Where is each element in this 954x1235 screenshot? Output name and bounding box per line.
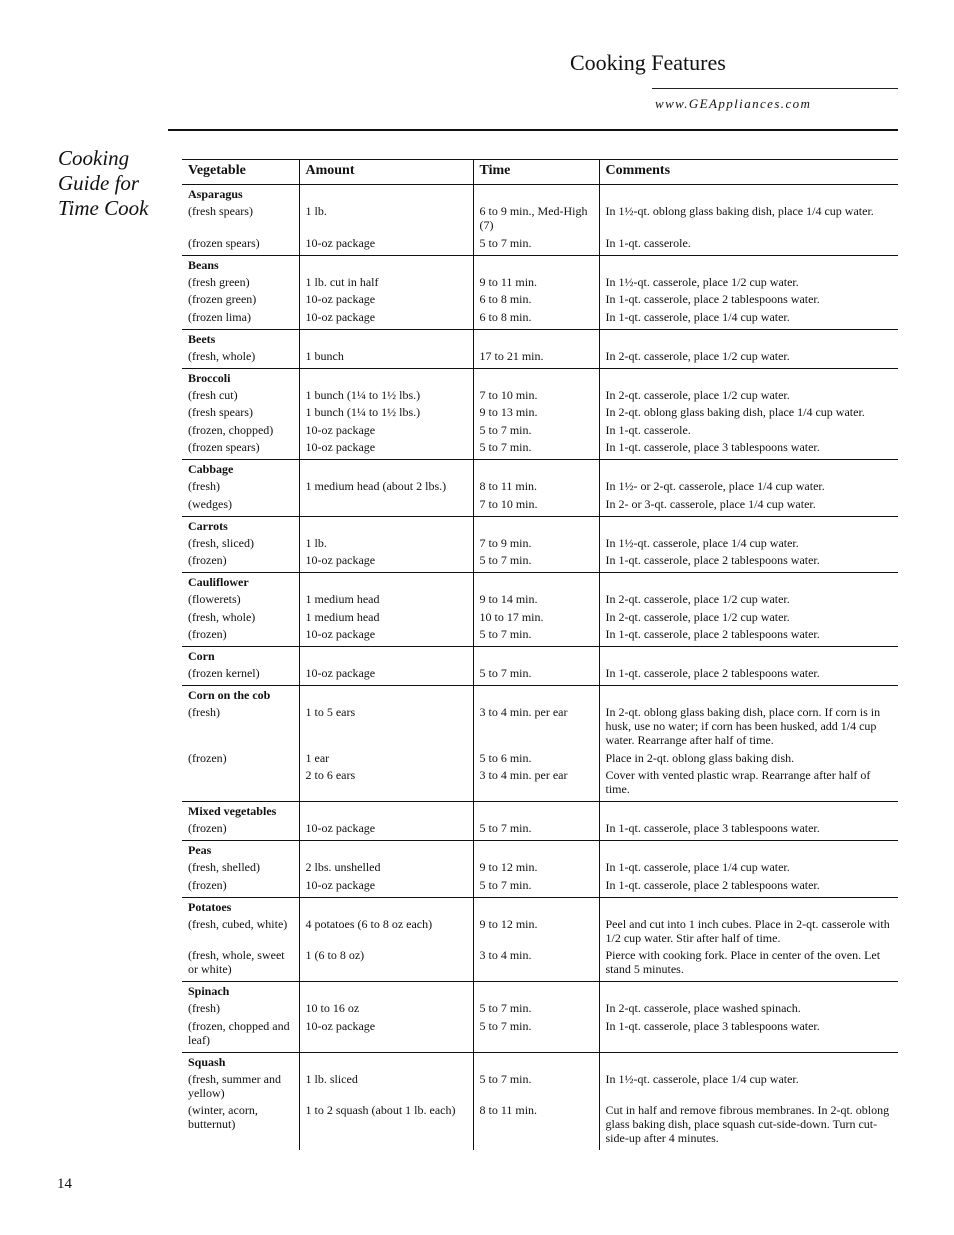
table-row <box>182 534 898 550</box>
vegetable-cell: (fresh, whole) <box>188 348 256 363</box>
time-cell: 5 to 7 min. <box>473 1070 599 1100</box>
vegetable-group-heading <box>182 516 898 534</box>
vegetable-cell: (frozen) <box>188 821 227 835</box>
amount-cell: 10-oz package <box>299 550 473 573</box>
vegetable-cell: (fresh cut) <box>188 387 238 402</box>
empty-cell <box>473 329 599 347</box>
amount-cell: 1 ear <box>299 747 473 765</box>
section-title: Cooking Features <box>570 50 726 75</box>
time-cell: 8 to 11 min. <box>473 477 599 493</box>
vegetable-cell: (frozen) <box>188 877 227 892</box>
amount-cell: 10-oz package <box>299 664 473 686</box>
table-row <box>182 915 898 945</box>
vegetable-group-name: Potatoes <box>182 897 299 915</box>
table-row <box>182 1070 898 1100</box>
empty-cell <box>599 841 898 859</box>
empty-cell <box>299 329 473 347</box>
amount-cell: 10 to 16 oz <box>299 999 473 1015</box>
time-cell: 5 to 7 min. <box>473 419 599 437</box>
table-row <box>182 550 898 573</box>
comments-cell: Place in 2-qt. oblong glass baking dish. <box>599 747 898 765</box>
vegetable-group-heading <box>182 255 898 273</box>
vegetable-group-name: Corn <box>182 647 299 665</box>
vegetable-group-heading <box>182 185 898 203</box>
vegetable-cell: (winter, acorn, butternut) <box>188 1103 258 1131</box>
cooking-guide-table <box>182 159 898 1150</box>
comments-cell: In 2-qt. oblong glass baking dish, place 1/4 cup water. <box>599 402 898 420</box>
empty-cell <box>473 647 599 665</box>
amount-cell: 10-oz package <box>299 232 473 255</box>
amount-cell: 1 (6 to 8 oz) <box>299 945 473 982</box>
vegetable-cell: (frozen, chopped and leaf) <box>188 1018 290 1047</box>
time-cell: 5 to 6 min. <box>473 747 599 765</box>
time-cell: 9 to 14 min. <box>473 590 599 606</box>
amount-cell: 1 lb. <box>299 202 473 232</box>
vegetable-group-heading <box>182 647 898 665</box>
time-cell: 9 to 11 min. <box>473 273 599 289</box>
empty-cell <box>299 460 473 478</box>
column-header-amount: Amount <box>299 160 473 185</box>
comments-cell: In 1-qt. casserole, place 3 tablespoons water. <box>599 1015 898 1052</box>
table-row <box>182 606 898 624</box>
amount-cell: 10-oz package <box>299 419 473 437</box>
comments-cell: In 1½-qt. casserole, place 1/4 cup water. <box>599 1070 898 1100</box>
empty-cell <box>299 255 473 273</box>
table-row <box>182 306 898 329</box>
vegetable-cell: (fresh) <box>188 705 220 719</box>
time-cell: 5 to 7 min. <box>473 550 599 573</box>
amount-cell: 1 medium head (about 2 lbs.) <box>299 477 473 493</box>
header-divider-short <box>652 88 898 89</box>
amount-cell: 10-oz package <box>299 306 473 329</box>
table-row <box>182 386 898 402</box>
vegetable-group-name: Cabbage <box>182 460 299 478</box>
vegetable-cell: (fresh) <box>188 1001 220 1015</box>
empty-cell <box>599 982 898 1000</box>
table-row <box>182 858 898 874</box>
empty-cell <box>599 368 898 386</box>
vegetable-cell: (frozen) <box>188 750 227 765</box>
empty-cell <box>473 255 599 273</box>
time-cell: 5 to 7 min. <box>473 624 599 647</box>
amount-cell: 1 to 2 squash (about 1 lb. each) <box>299 1100 473 1151</box>
vegetable-group-name: Squash <box>182 1052 299 1070</box>
vegetable-group-heading <box>182 1052 898 1070</box>
table-header-row <box>182 160 898 185</box>
comments-cell: In 2-qt. casserole, place washed spinach. <box>599 999 898 1015</box>
vegetable-cell: (frozen) <box>188 627 227 641</box>
empty-cell <box>299 185 473 203</box>
empty-cell <box>299 841 473 859</box>
vegetable-group-heading <box>182 368 898 386</box>
time-cell: 5 to 7 min. <box>473 437 599 460</box>
table-row <box>182 624 898 647</box>
column-header-vegetable: Vegetable <box>182 160 299 185</box>
vegetable-cell: (fresh green) <box>188 274 250 289</box>
vegetable-cell: (frozen) <box>188 553 227 567</box>
comments-cell: In 1-qt. casserole, place 2 tablespoons water. <box>599 289 898 307</box>
empty-cell <box>599 516 898 534</box>
vegetable-cell: (fresh) <box>188 479 220 493</box>
table-row <box>182 999 898 1015</box>
comments-cell: In 1-qt. casserole, place 3 tablespoons water. <box>599 819 898 841</box>
empty-cell <box>599 1052 898 1070</box>
amount-cell: 10-oz package <box>299 437 473 460</box>
empty-cell <box>299 897 473 915</box>
comments-cell: In 2-qt. casserole, place 1/2 cup water. <box>599 386 898 402</box>
empty-cell <box>299 1052 473 1070</box>
comments-cell: In 1-qt. casserole, place 2 tablespoons water. <box>599 874 898 897</box>
comments-cell: In 1½-qt. casserole, place 1/4 cup water. <box>599 534 898 550</box>
comments-cell: In 1-qt. casserole, place 1/4 cup water. <box>599 858 898 874</box>
table-body <box>182 185 898 1151</box>
comments-cell: In 2- or 3-qt. casserole, place 1/4 cup water. <box>599 493 898 516</box>
empty-cell <box>599 573 898 591</box>
vegetable-group-heading <box>182 802 898 820</box>
comments-cell: In 1-qt. casserole, place 3 tablespoons water. <box>599 437 898 460</box>
comments-cell: Peel and cut into 1 inch cubes. Place in 2-qt. casserole with 1/2 cup water. Stir after half of time. <box>599 915 898 945</box>
vegetable-cell: (fresh, sliced) <box>188 535 254 550</box>
empty-cell <box>473 460 599 478</box>
vegetable-group-heading <box>182 897 898 915</box>
table-row <box>182 765 898 802</box>
time-cell: 5 to 7 min. <box>473 664 599 686</box>
vegetable-cell: (fresh spears) <box>188 405 253 419</box>
amount-cell: 1 lb. cut in half <box>299 273 473 289</box>
table-row <box>182 664 898 686</box>
time-cell: 6 to 9 min., Med-High (7) <box>473 202 599 232</box>
amount-cell: 10-oz package <box>299 819 473 841</box>
vegetable-group-heading <box>182 460 898 478</box>
empty-cell <box>599 329 898 347</box>
table-row <box>182 1015 898 1052</box>
amount-cell: 1 bunch (1¼ to 1½ lbs.) <box>299 402 473 420</box>
table-row <box>182 202 898 232</box>
comments-cell: In 1-qt. casserole. <box>599 419 898 437</box>
empty-cell <box>299 686 473 704</box>
website-url[interactable]: www.GEAppliances.com <box>655 96 812 111</box>
table-row <box>182 703 898 747</box>
table-row <box>182 477 898 493</box>
amount-cell: 1 medium head <box>299 606 473 624</box>
vegetable-group-heading <box>182 982 898 1000</box>
table-row <box>182 747 898 765</box>
time-cell: 7 to 10 min. <box>473 493 599 516</box>
table-row <box>182 402 898 420</box>
table-row <box>182 945 898 982</box>
table-row <box>182 1100 898 1151</box>
comments-cell: In 1-qt. casserole, place 2 tablespoons water. <box>599 624 898 647</box>
empty-cell <box>473 897 599 915</box>
comments-cell: In 1-qt. casserole, place 2 tablespoons water. <box>599 664 898 686</box>
empty-cell <box>299 573 473 591</box>
empty-cell <box>599 647 898 665</box>
vegetable-group-name: Asparagus <box>182 185 299 203</box>
empty-cell <box>473 185 599 203</box>
empty-cell <box>473 368 599 386</box>
empty-cell <box>473 686 599 704</box>
time-cell: 3 to 4 min. per ear <box>473 765 599 802</box>
vegetable-cell: (fresh spears) <box>188 204 253 218</box>
vegetable-cell: (fresh, whole, sweet or white) <box>188 948 285 976</box>
comments-cell: In 1½-qt. casserole, place 1/2 cup water. <box>599 273 898 289</box>
time-cell: 8 to 11 min. <box>473 1100 599 1151</box>
time-cell: 9 to 12 min. <box>473 858 599 874</box>
empty-cell <box>599 255 898 273</box>
empty-cell <box>299 802 473 820</box>
amount-cell: 10-oz package <box>299 874 473 897</box>
table-row <box>182 347 898 369</box>
vegetable-group-name: Spinach <box>182 982 299 1000</box>
table-row <box>182 419 898 437</box>
empty-cell <box>299 516 473 534</box>
comments-cell: In 1½-qt. oblong glass baking dish, place 1/4 cup water. <box>599 202 898 232</box>
comments-cell: Cover with vented plastic wrap. Rearrange after half of time. <box>599 765 898 802</box>
empty-cell <box>473 573 599 591</box>
vegetable-group-name: Cauliflower <box>182 573 299 591</box>
time-cell: 3 to 4 min. per ear <box>473 703 599 747</box>
table-row <box>182 289 898 307</box>
time-cell: 5 to 7 min. <box>473 874 599 897</box>
header-divider-long <box>168 129 898 131</box>
vegetable-group-heading <box>182 573 898 591</box>
time-cell: 7 to 10 min. <box>473 386 599 402</box>
empty-cell <box>299 647 473 665</box>
time-cell: 9 to 13 min. <box>473 402 599 420</box>
empty-cell <box>599 802 898 820</box>
column-header-comments: Comments <box>599 160 898 185</box>
table-row <box>182 819 898 841</box>
empty-cell <box>473 516 599 534</box>
vegetable-cell: (fresh, cubed, white) <box>188 916 288 931</box>
vegetable-group-name: Carrots <box>182 516 299 534</box>
time-cell: 9 to 12 min. <box>473 915 599 945</box>
time-cell: 6 to 8 min. <box>473 306 599 329</box>
amount-cell: 4 potatoes (6 to 8 oz each) <box>299 915 473 945</box>
amount-cell: 1 medium head <box>299 590 473 606</box>
time-cell: 6 to 8 min. <box>473 289 599 307</box>
empty-cell <box>473 802 599 820</box>
time-cell: 5 to 7 min. <box>473 819 599 841</box>
comments-cell: In 1-qt. casserole, place 2 tablespoons water. <box>599 550 898 573</box>
table-row <box>182 874 898 897</box>
amount-cell: 10-oz package <box>299 624 473 647</box>
vegetable-group-name: Mixed vegetables <box>182 802 299 820</box>
amount-cell: 2 to 6 ears <box>299 765 473 802</box>
vegetable-group-name: Beans <box>182 255 299 273</box>
empty-cell <box>473 982 599 1000</box>
time-cell: 5 to 7 min. <box>473 232 599 255</box>
empty-cell <box>299 982 473 1000</box>
vegetable-cell: (fresh, summer and yellow) <box>188 1071 281 1100</box>
vegetable-cell: (fresh, shelled) <box>188 860 260 874</box>
vegetable-cell: (frozen lima) <box>188 309 251 324</box>
vegetable-group-heading <box>182 686 898 704</box>
empty-cell <box>599 185 898 203</box>
vegetable-cell: (frozen, chopped) <box>188 422 274 437</box>
vegetable-cell <box>182 765 299 802</box>
vegetable-group-heading <box>182 329 898 347</box>
comments-cell: In 2-qt. casserole, place 1/2 cup water. <box>599 347 898 369</box>
amount-cell <box>299 493 473 516</box>
comments-cell: Cut in half and remove fibrous membranes. In 2-qt. oblong glass baking dish, place squash cut-side-down. Turn cut-side-up after 4 minutes. <box>599 1100 898 1151</box>
vegetable-cell: (frozen kernel) <box>188 666 260 680</box>
vegetable-group-name: Corn on the cob <box>182 686 299 704</box>
empty-cell <box>473 841 599 859</box>
vegetable-cell: (frozen green) <box>188 292 257 306</box>
vegetable-cell: (wedges) <box>188 496 232 511</box>
empty-cell <box>599 686 898 704</box>
comments-cell: In 1-qt. casserole. <box>599 232 898 255</box>
amount-cell: 2 lbs. unshelled <box>299 858 473 874</box>
comments-cell: In 2-qt. oblong glass baking dish, place corn. If corn is in husk, use no water; if corn has been husked, add 1/4 cup water. Rearrange after half of time. <box>599 703 898 747</box>
empty-cell <box>299 368 473 386</box>
table-row <box>182 273 898 289</box>
time-cell: 17 to 21 min. <box>473 347 599 369</box>
page-number: 14 <box>57 1176 72 1192</box>
amount-cell: 1 bunch <box>299 347 473 369</box>
time-cell: 5 to 7 min. <box>473 1015 599 1052</box>
time-cell: 3 to 4 min. <box>473 945 599 982</box>
comments-cell: Pierce with cooking fork. Place in center of the oven. Let stand 5 minutes. <box>599 945 898 982</box>
vegetable-cell: (frozen spears) <box>188 440 260 454</box>
amount-cell: 1 lb. sliced <box>299 1070 473 1100</box>
vegetable-group-name: Beets <box>182 329 299 347</box>
time-cell: 10 to 17 min. <box>473 606 599 624</box>
vegetable-group-name: Peas <box>182 841 299 859</box>
vegetable-group-heading <box>182 841 898 859</box>
vegetable-cell: (fresh, whole) <box>188 609 256 624</box>
amount-cell: 10-oz package <box>299 1015 473 1052</box>
amount-cell: 1 to 5 ears <box>299 703 473 747</box>
vegetable-cell: (flowerets) <box>188 592 241 606</box>
empty-cell <box>473 1052 599 1070</box>
amount-cell: 1 bunch (1¼ to 1½ lbs.) <box>299 386 473 402</box>
vegetable-cell: (frozen spears) <box>188 235 260 250</box>
comments-cell: In 1-qt. casserole, place 1/4 cup water. <box>599 306 898 329</box>
vegetable-group-name: Broccoli <box>182 368 299 386</box>
table-row <box>182 590 898 606</box>
time-cell: 5 to 7 min. <box>473 999 599 1015</box>
table-row <box>182 232 898 255</box>
empty-cell <box>599 897 898 915</box>
comments-cell: In 2-qt. casserole, place 1/2 cup water. <box>599 590 898 606</box>
table-row <box>182 493 898 516</box>
comments-cell: In 1½- or 2-qt. casserole, place 1/4 cup water. <box>599 477 898 493</box>
column-header-time: Time <box>473 160 599 185</box>
page-title: Cooking Guide for Time Cook <box>58 146 149 220</box>
amount-cell: 10-oz package <box>299 289 473 307</box>
comments-cell: In 2-qt. casserole, place 1/2 cup water. <box>599 606 898 624</box>
time-cell: 7 to 9 min. <box>473 534 599 550</box>
empty-cell <box>599 460 898 478</box>
table-row <box>182 437 898 460</box>
amount-cell: 1 lb. <box>299 534 473 550</box>
